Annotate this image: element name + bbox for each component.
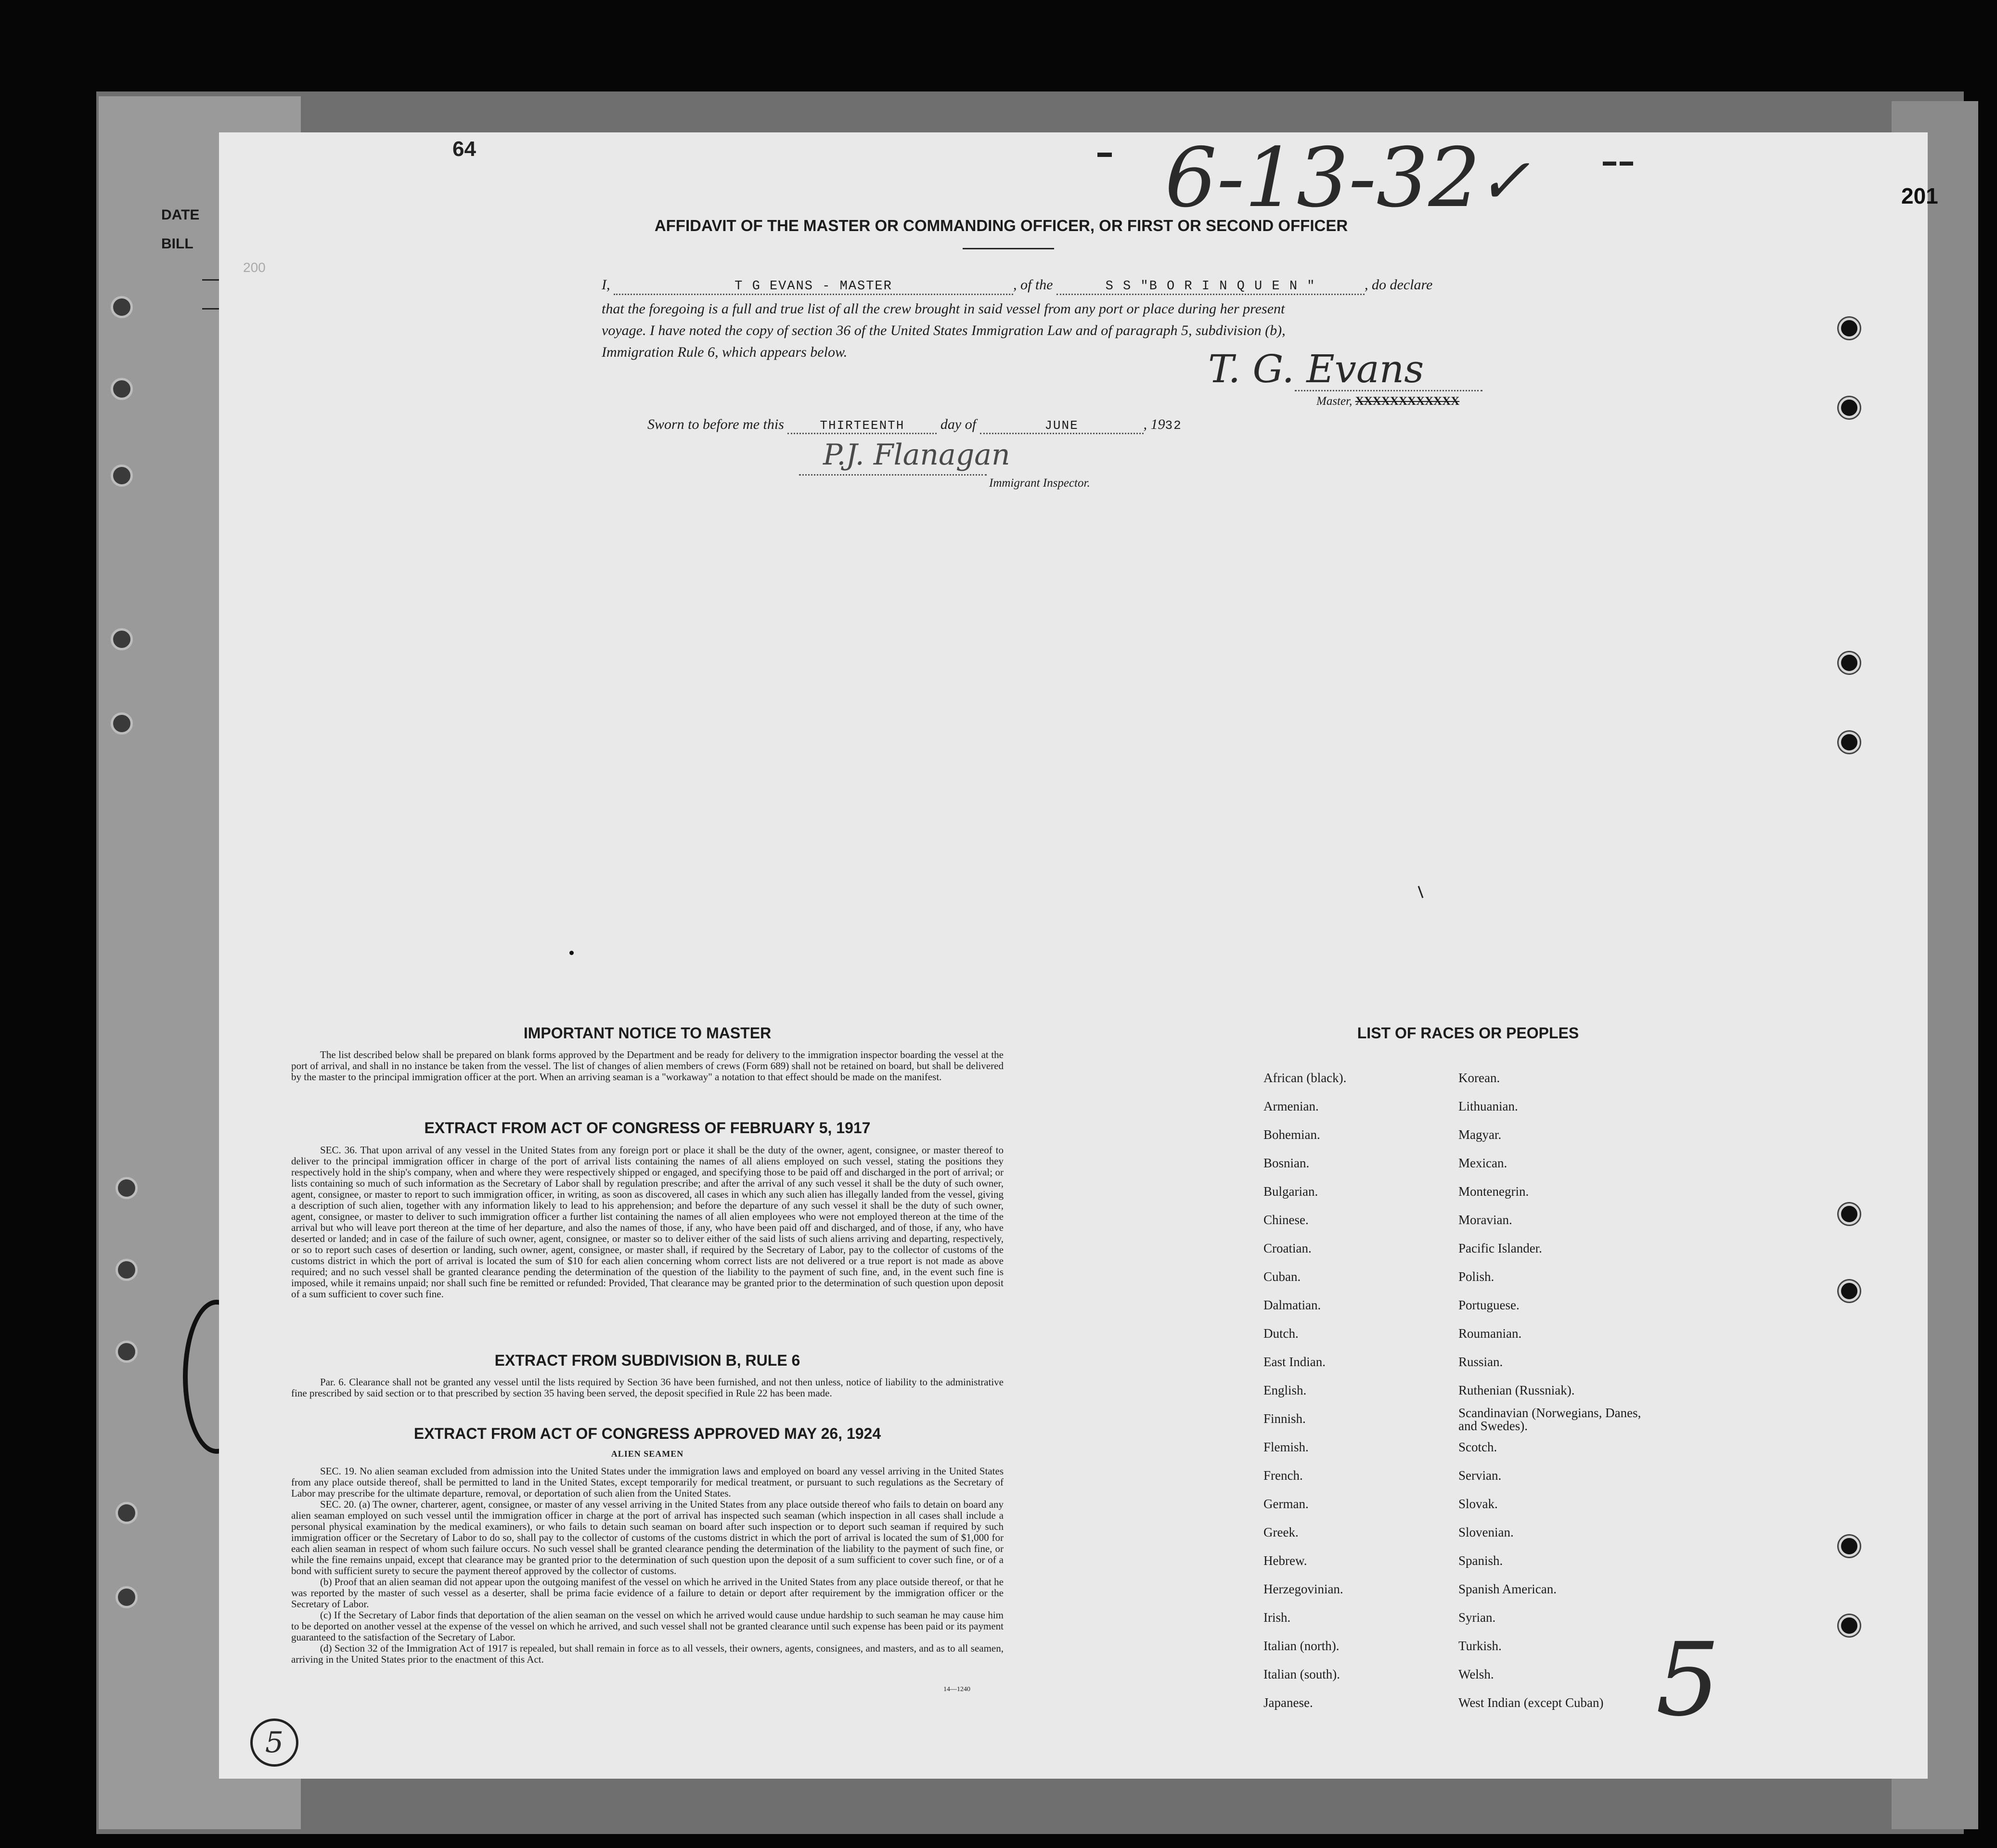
handwritten-date: 6-13-32 bbox=[1165, 130, 1481, 226]
left-rule-1 bbox=[202, 279, 221, 281]
extract-1924-body bbox=[291, 1466, 1004, 1665]
race-item: Scotch. bbox=[1458, 1440, 1497, 1454]
inspector-signature: P.J. Flanagan bbox=[823, 438, 1010, 472]
races-title: LIST OF RACES OR PEOPLES bbox=[1357, 1024, 1579, 1042]
master-signature: T. G. Evans bbox=[1208, 347, 1424, 391]
race-item: Chinese. bbox=[1263, 1213, 1309, 1227]
race-item: Portuguese. bbox=[1458, 1298, 1520, 1312]
race-item: Cuban. bbox=[1263, 1269, 1301, 1284]
binder-hole-left bbox=[111, 465, 133, 487]
sworn-line bbox=[647, 416, 1182, 434]
binder-hole-left bbox=[111, 712, 133, 735]
sec20a-text: SEC. 20. (a) The owner, charterer, agent, consignee, or master of any vessel arriving in the United States from any place outside thereof who fails to detain on board any alien seaman employed on such vessel until the immigration officer in charge at the port of arrival has inspected such seaman (which inspection in all cases shall include a personal physical examination by the medical examiners), or who fails to detain such seaman on board after such inspection or to deport such seaman if required by such immigration officer or the Secretary of Labor to do so, shall pay to the collector of customs of the customs district in which the port of arrival is located the sum of $1,000 for each alien seaman in respect of whom such failure occurs. No such vessel shall be granted clearance pending the determination of the liability to the payment of such fine, or while the fine remains unpaid, except that clearance may be granted prior to the determination of such question upon the deposit of a sum sufficient to cover such fine, or of a bond with sufficient surety to secure the payment thereof approved by the collector of customs. bbox=[291, 1499, 1004, 1577]
binder-hole-right bbox=[1839, 1280, 1860, 1302]
race-item: Italian (south). bbox=[1263, 1667, 1340, 1681]
extract-rule6-title: EXTRACT FROM SUBDIVISION B, RULE 6 bbox=[494, 1352, 800, 1369]
race-item: Dalmatian. bbox=[1263, 1298, 1321, 1312]
sworn-day-field: THIRTEENTH bbox=[787, 418, 937, 434]
top-left-mark: 64 bbox=[452, 137, 476, 161]
race-item: French. bbox=[1263, 1468, 1303, 1483]
races-column-1 bbox=[1263, 1064, 1442, 1717]
race-item: Croatian. bbox=[1263, 1241, 1312, 1255]
binder-hole-left bbox=[116, 1177, 138, 1199]
race-item: Russian. bbox=[1458, 1355, 1503, 1369]
declaration-i: I, bbox=[602, 277, 610, 293]
sec20c-text: (c) If the Secretary of Labor finds that deportation of the alien seaman on the vessel on which he arrived would cause undue hardship to such seaman he may cause him to be deported on another vessel at the expense of the vessel on which he arrived, and such vessel shall not be granted clearance until such expense has been paid or its payment guaranteed to the satisfaction of the Secretary of Labor. bbox=[291, 1609, 1004, 1643]
race-item: Spanish. bbox=[1458, 1553, 1503, 1568]
race-item: Spanish American. bbox=[1458, 1582, 1557, 1596]
signature-line bbox=[1295, 390, 1482, 391]
extract-1917-text: SEC. 36. That upon arrival of any vessel in the United States from any foreign port or place it shall be the duty of the owner, agent, consignee, or master thereof to deliver to the principal immigration officer in charge of the port of arrival lists containing the names of all aliens employed on such vessel, stating the positions they respectively hold in the ship's company, when and where they were respectively shipped or engaged, and specifying those to be paid off and discharged in the port of arrival; or lists containing so much of such information as the Secretary of Labor shall by regulation prescribe; and after the arrival of any such vessel it shall be the duty of such owner, agent, consignee, or master to report to such immigration officer, in writing, as soon as discovered, all cases in which any such alien has illegally landed from the vessel, giving a description of such alien, together with any information likely to lead to his apprehension; and before the departure of any such vessel it shall be the duty of such owner, agent, consignee, or master to deliver to such immigration officer a further list containing the names of all alien employees who were not employed thereon at the time of the arrival but who will leave port thereon at the time of her departure, and also the names of those, if any, who have been paid off and discharged, and of those, if any, who have deserted or landed; and in case of the failure of such owner, agent, consignee, or master so to deliver either of the said lists of such aliens arriving and departing, respectively, or so to report such cases of desertion or landing, such owner, agent, consignee, or master shall, if required by the Secretary of Labor, pay to the collector of customs of the customs district in which the port of arrival is located the sum of $10 for each alien concerning whom correct lists are not delivered or a true report is not made as above required; and no such vessel shall be granted clearance pending the determination of the question of the liability to the payment of such fine, and, in the event such fine is imposed, while it remains unpaid; nor shall such fine be remitted or refunded: Provided, That clearance may be granted prior to the determination of such question upon deposit of a sum sufficient to cover such fine. bbox=[291, 1144, 1004, 1300]
of-the-label: , of the bbox=[1013, 277, 1053, 293]
race-item: Bohemian. bbox=[1263, 1127, 1320, 1142]
affidavit-body-line2: voyage. I have noted the copy of section 36 of the United States Immigration Law and of paragraph 5, subdivision (b), bbox=[602, 323, 1286, 338]
binder-hole-right bbox=[1839, 318, 1860, 339]
sworn-month-field: JUNE bbox=[980, 418, 1144, 434]
race-item: Armenian. bbox=[1263, 1099, 1319, 1113]
vessel-name-field: S S "B O R I N Q U E N " bbox=[1056, 279, 1365, 295]
extract-1924-title: EXTRACT FROM ACT OF CONGRESS APPROVED MAY 26, 1924 bbox=[413, 1425, 881, 1442]
sworn-year-field: 32 bbox=[1165, 418, 1182, 433]
race-item: Montenegrin. bbox=[1458, 1184, 1529, 1199]
binder-hole-right bbox=[1839, 652, 1860, 673]
stray-mark bbox=[569, 951, 574, 955]
left-rule-2 bbox=[202, 308, 221, 310]
race-item: Slovak. bbox=[1458, 1497, 1498, 1511]
sec20b-text: (b) Proof that an alien seaman did not appear upon the outgoing manifest of the vessel on which he arrived in the United States from any place outside thereof, or that he was reported by the master of such vessel as a deserter, shall be prima facie evidence of a failure to detain or deport after requirement by the immigration officer or the Secretary of Labor. bbox=[291, 1576, 1004, 1610]
dash-mark: ▬ bbox=[1097, 144, 1112, 160]
day-of-label: day of bbox=[940, 416, 977, 432]
affidavit-declaration-line bbox=[602, 277, 1432, 295]
binder-hole-right bbox=[1839, 397, 1860, 418]
sec20d-text: (d) Section 32 of the Immigration Act of 1917 is repealed, but shall remain in force as to all vessels, their owners, agents, consignees, and masters, and as to all seamen, arriving in the United States prior to the enactment of this Act. bbox=[291, 1642, 1004, 1665]
race-item: African (black). bbox=[1263, 1071, 1347, 1085]
binder-hole-left bbox=[116, 1341, 138, 1363]
race-item: Italian (north). bbox=[1263, 1639, 1340, 1653]
race-item: Magyar. bbox=[1458, 1127, 1502, 1142]
race-item: Syrian. bbox=[1458, 1610, 1496, 1625]
circled-number: 5 bbox=[250, 1719, 298, 1767]
dash-mark-2: ▬ ▬ bbox=[1603, 154, 1633, 169]
race-item: Lithuanian. bbox=[1458, 1099, 1518, 1113]
binder-hole-left bbox=[116, 1586, 138, 1608]
race-item: Greek. bbox=[1263, 1525, 1299, 1539]
left-header-bill: BILL bbox=[161, 236, 193, 252]
handwritten-corner-number: 5 bbox=[1656, 1621, 1720, 1739]
title-rule bbox=[963, 248, 1054, 249]
inspector-label: Immigrant Inspector. bbox=[989, 477, 1090, 490]
race-item: Hebrew. bbox=[1263, 1553, 1307, 1568]
notice-title: IMPORTANT NOTICE TO MASTER bbox=[523, 1024, 772, 1042]
binder-hole-left bbox=[111, 378, 133, 400]
race-item: Bulgarian. bbox=[1263, 1184, 1318, 1199]
race-item: Welsh. bbox=[1458, 1667, 1494, 1681]
race-item: Bosnian. bbox=[1263, 1156, 1310, 1170]
race-item: English. bbox=[1263, 1383, 1307, 1397]
race-item: German. bbox=[1263, 1497, 1309, 1511]
race-item: Finnish. bbox=[1263, 1411, 1306, 1426]
back-page-number: 200 bbox=[243, 260, 266, 275]
race-item: Dutch. bbox=[1263, 1326, 1299, 1341]
sec19-text: SEC. 19. No alien seaman excluded from admission into the United States under the immigration laws and employed on board any vessel arriving in the United States from any place outside thereof, shall be permitted to land in the United States, except temporarily for medical treatment, or pursuant to such regulations as the Secretary of Labor may prescribe for the ultimate departure, removal, or deportation of such alien from the United States. bbox=[291, 1465, 1004, 1499]
master-name-field: T G EVANS - MASTER bbox=[614, 279, 1013, 295]
race-item: Moravian. bbox=[1458, 1213, 1512, 1227]
race-item: Herzegovinian. bbox=[1263, 1582, 1343, 1596]
notice-text: The list described below shall be prepared on blank forms approved by the Department and be ready for delivery to the immigration inspector boarding the vessel at the port of arrival, and shall in no instance be taken from the vessel. The list of changes of alien members of crews (Form 689) shall not be retained on board, but shall be delivered by the master to the principal immigration officer at the port. When an arriving seaman is a "workaway" a notation to that effect should be made on the manifest. bbox=[291, 1049, 1004, 1083]
binder-hole-left bbox=[116, 1502, 138, 1524]
handwritten-check: ✓ bbox=[1478, 144, 1530, 218]
binder-hole-right bbox=[1839, 1203, 1860, 1225]
race-item: West Indian (except Cuban) bbox=[1458, 1695, 1604, 1710]
binder-hole-left bbox=[116, 1259, 138, 1281]
binder-hole-right bbox=[1839, 732, 1860, 753]
left-header-date: DATE bbox=[161, 207, 200, 223]
binder-hole-left bbox=[111, 628, 133, 650]
inspector-signature-line bbox=[799, 474, 987, 476]
race-item: Servian. bbox=[1458, 1468, 1502, 1483]
race-item: Pacific Islander. bbox=[1458, 1241, 1542, 1255]
binder-hole-right bbox=[1839, 1536, 1860, 1557]
master-label: Master, bbox=[1316, 395, 1353, 408]
race-item: Roumanian. bbox=[1458, 1326, 1522, 1341]
races-column-2 bbox=[1458, 1064, 1661, 1717]
race-item: Korean. bbox=[1458, 1071, 1500, 1085]
affidavit-body-line1: that the foregoing is a full and true list of all the crew brought in said vessel from any port or place during her present bbox=[602, 301, 1285, 317]
master-title-line bbox=[1316, 395, 1459, 408]
race-item: Mexican. bbox=[1458, 1156, 1507, 1170]
race-item: Turkish. bbox=[1458, 1639, 1502, 1653]
race-item: East Indian. bbox=[1263, 1355, 1326, 1369]
race-item: Japanese. bbox=[1263, 1695, 1313, 1710]
race-item: Irish. bbox=[1263, 1610, 1291, 1625]
binder-hole-right bbox=[1839, 1615, 1860, 1636]
struck-title: XXXXXXXXXXXX bbox=[1355, 395, 1460, 408]
extract-1924-subtitle: ALIEN SEAMEN bbox=[611, 1449, 684, 1459]
form-code: 14—1240 bbox=[943, 1686, 970, 1693]
affidavit-body-line3: Immigration Rule 6, which appears below. bbox=[602, 344, 848, 360]
page-number: 201 bbox=[1901, 183, 1938, 208]
extract-1917-title: EXTRACT FROM ACT OF CONGRESS OF FEBRUARY 5, 1917 bbox=[424, 1119, 871, 1137]
binder-hole-left bbox=[111, 296, 133, 318]
race-item: Flemish. bbox=[1263, 1440, 1309, 1454]
race-item: Scandinavian (Norwegians, Danes, and Swedes). bbox=[1458, 1406, 1641, 1433]
sworn-label: Sworn to before me this bbox=[647, 416, 784, 432]
race-item: Ruthenian (Russniak). bbox=[1458, 1383, 1575, 1397]
race-item: Slovenian. bbox=[1458, 1525, 1514, 1539]
extract-rule6-text: Par. 6. Clearance shall not be granted any vessel until the lists required by Section 36 have been furnished, and not then unless, notice of liability to the administrative fine prescribed by said section or to that prescribed by section 35 having been served, the deposit specified in Rule 22 has been made. bbox=[291, 1376, 1004, 1399]
affidavit-title: AFFIDAVIT OF THE MASTER OR COMMANDING OFFICER, OR FIRST OR SECOND OFFICER bbox=[654, 217, 1348, 234]
do-declare-label: , do declare bbox=[1365, 277, 1433, 293]
year-prefix: , 19 bbox=[1143, 416, 1165, 432]
race-item: Polish. bbox=[1458, 1269, 1495, 1284]
